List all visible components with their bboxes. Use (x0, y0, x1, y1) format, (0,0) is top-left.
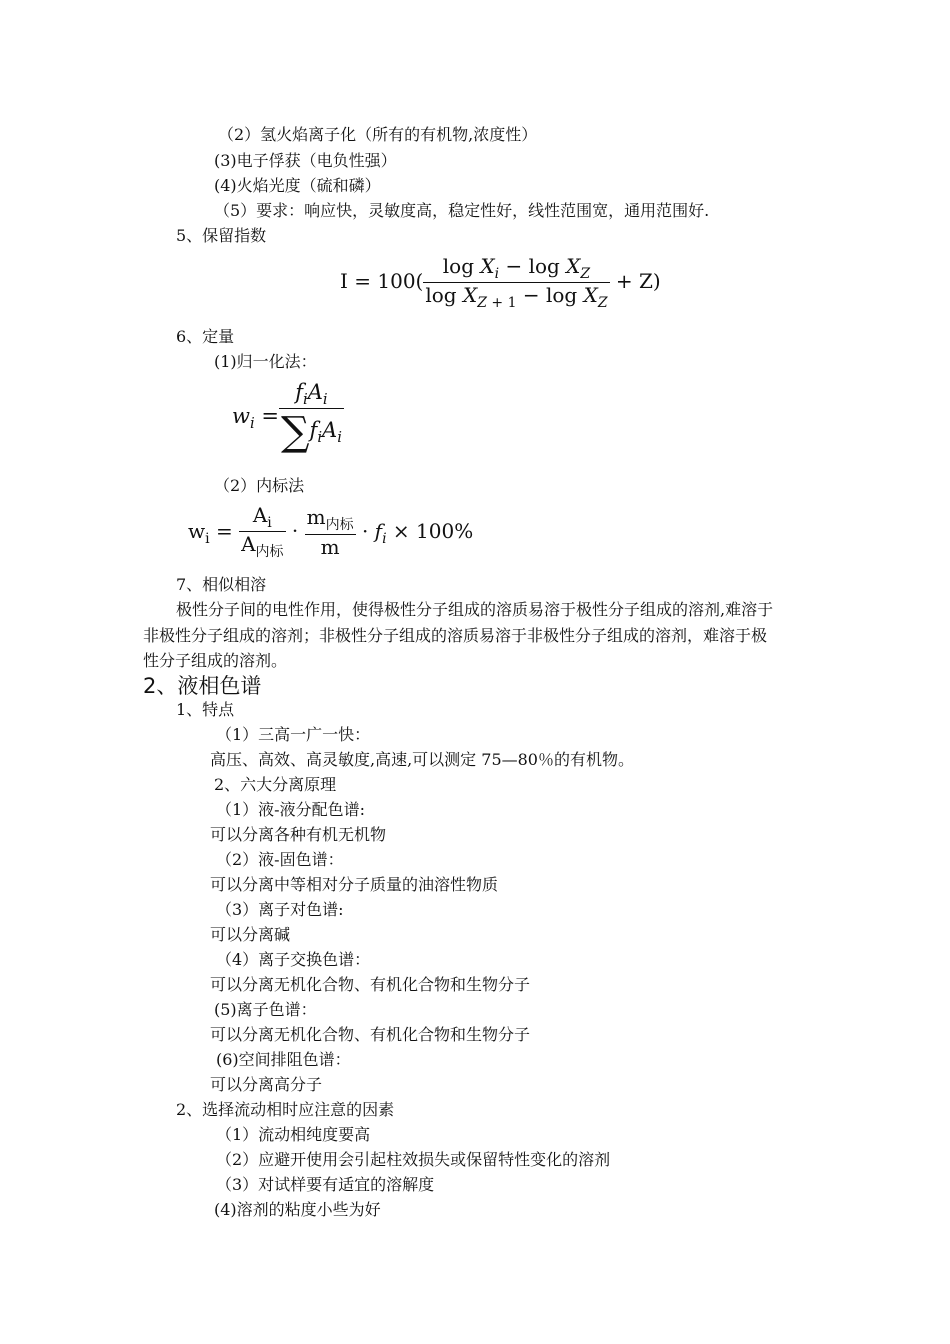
three-high-desc: 高压、高效、高灵敏度,高速,可以测定 75—80％的有机物。 (210, 750, 634, 769)
internal-standard-formula: $w_i$ = $\frac{A_i}{A_{内标}}$ · $\frac{m_{内标}}{m}$ · $f_i \times 100\%$ (188, 503, 474, 560)
mobile-phase-item-2: （2）应避开使用会引起柱效损失或保留特性变化的溶剂 (216, 1150, 611, 1169)
lsc-label: （2）液-固色谱： (216, 850, 344, 869)
ion-chromatography-desc: 可以分离无机化合物、有机化合物和生物分子 (210, 1025, 531, 1044)
internal-standard-method-label: （2）内标法 (214, 476, 305, 495)
size-exclusion-desc: 可以分离高分子 (210, 1075, 323, 1094)
detector-requirements-line: （5）要求：响应快，灵敏度高，稳定性好，线性范围宽，通用范围好. (214, 201, 710, 220)
ion-pair-label: （3）离子对色谱: (216, 900, 344, 919)
detector-fid-line: （2）氢火焰离子化（所有的有机物,浓度性） (218, 125, 538, 144)
mobile-phase-heading: 2、选择流动相时应注意的因素 (176, 1100, 395, 1119)
retention-index-formula: I = 100( $\frac{\log X_i - \log X_Z}{\log X_{Z + 1} - \log X_Z}$ + Z) (340, 254, 661, 311)
section-heading-liquid-chromatography: 2、液相色谱 (143, 674, 262, 698)
paragraph-line-1: 极性分子间的电性作用，使得极性分子组成的溶质易溶于极性分子组成的溶剂,难溶于 (176, 600, 774, 619)
detector-ecd-line: (3)电子俘获（电负性强） (214, 151, 397, 170)
three-high-label: （1）三高一广一快： (216, 725, 371, 744)
paragraph-line-3: 性分子组成的溶剂。 (143, 651, 288, 670)
quantitative-heading: 6、定量 (176, 327, 235, 346)
ion-exchange-desc: 可以分离无机化合物、有机化合物和生物分子 (210, 975, 531, 994)
like-dissolves-like-heading: 7、相似相溶 (176, 575, 267, 594)
size-exclusion-label: (6)空间排阻色谱： (216, 1050, 351, 1069)
normalization-formula: $w_i$ = $\frac{f_iA_i}{\sum f_iA_i}$ (232, 380, 342, 456)
lle-label: （1）液-液分配色谱: (216, 800, 365, 819)
ion-pair-desc: 可以分离碱 (210, 925, 291, 944)
mobile-phase-item-4: (4)溶剂的粘度小些为好 (214, 1200, 381, 1219)
separation-principles-heading: 2、六大分离原理 (214, 775, 337, 794)
mobile-phase-item-1: （1）流动相纯度要高 (216, 1125, 371, 1144)
lle-desc: 可以分离各种有机无机物 (210, 825, 387, 844)
ion-chromatography-label: (5)离子色谱： (214, 1000, 317, 1019)
paragraph-line-2: 非极性分子组成的溶剂；非极性分子组成的溶质易溶于非极性分子组成的溶剂，难溶于极 (143, 626, 768, 645)
normalization-method-label: (1)归一化法： (214, 352, 317, 371)
features-heading: 1、特点 (176, 700, 235, 719)
ion-exchange-label: （4）离子交换色谱： (216, 950, 371, 969)
retention-index-heading: 5、保留指数 (176, 226, 267, 245)
lsc-desc: 可以分离中等相对分子质量的油溶性物质 (210, 875, 499, 894)
detector-fpd-line: (4)火焰光度（硫和磷） (214, 176, 381, 195)
mobile-phase-item-3: （3）对试样要有适宜的溶解度 (216, 1175, 435, 1194)
